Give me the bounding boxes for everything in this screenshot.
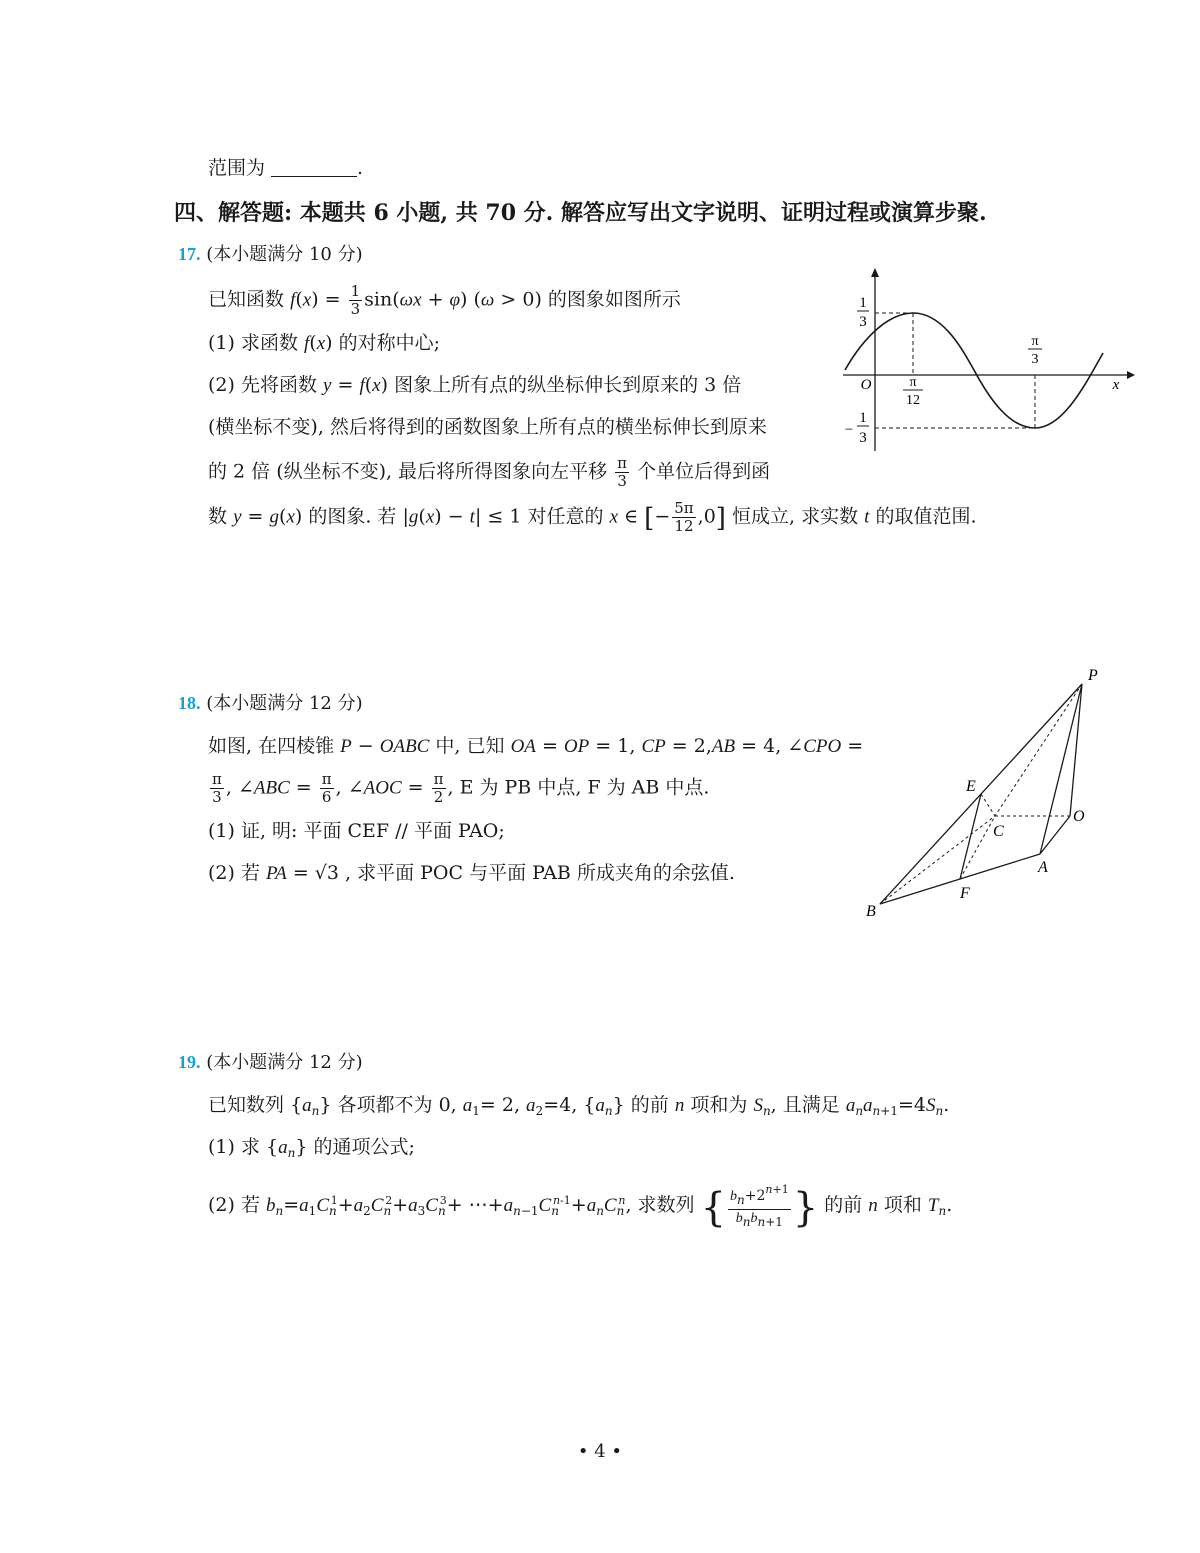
- q18-header: [178, 690, 363, 717]
- q18-number: 18.: [178, 693, 201, 713]
- q18-line1: 如图, 在四棱锥 P − OABC 中, 已知 OA = OP = 1, CP = 2,AB = 4, ∠CPO =: [208, 735, 864, 757]
- segment-EF: [960, 794, 981, 879]
- origin-label: O: [860, 377, 872, 393]
- q19-line1: 已知数列 $\{a_n\}$ 各项都不为 0, $a_1= 2$, $a_2=4$, $\{a_n\}$ 的前 n 项和为 $S_n$, 且满足 $a_na_{n+1}=4S_n$.: [208, 1094, 950, 1118]
- prev-question-tail: 范围为 .: [208, 157, 364, 179]
- x-peak-label-num: π: [909, 375, 917, 390]
- q17-header: [178, 241, 363, 268]
- q17-number: 17.: [178, 244, 201, 264]
- q19-part2: (2) 若 $b_n=a_1C_n^1+a_2C_n^2+a_3C_n^3+$ $\cdots+a_{n-1}C_n^{n-1}+a_nC_n^n$, 求数列 { $\frac{bn+2^{n+1}}{\text{bnbn+1}}$ } 的前 n 项和 $T_n$.: [208, 1183, 953, 1231]
- y-bottom-label-num: 1: [859, 410, 867, 426]
- q19-number: 19.: [178, 1052, 201, 1072]
- x-axis-label: x: [1112, 377, 1120, 393]
- q19-header: [178, 1049, 363, 1076]
- page-number: • 4 •: [577, 1441, 623, 1462]
- y-axis-arrow: [871, 268, 879, 277]
- q18-pyramid-figure: [860, 664, 1110, 924]
- segment-EC: [981, 794, 995, 816]
- q17-sine-graph: [835, 265, 1135, 455]
- label-A: A: [1038, 859, 1048, 876]
- label-B: B: [866, 903, 876, 920]
- label-P: P: [1088, 667, 1098, 684]
- q17-part2-line2: (横坐标不变), 然后将得到的函数图象上所有点的横坐标伸长到原来: [208, 416, 767, 438]
- fraction: $\frac{5\pi}{12}$: [674, 499, 694, 535]
- fraction: $\frac{1}{3}$: [350, 282, 361, 318]
- x-trough-label-den: 3: [1031, 352, 1039, 367]
- q17-part2-line4: 数 y = g(x) 的图象. 若 |g(x) − t| ≤ 1 对任意的 x ∈ [− $\frac{5\pi}{12}$ ,0] 恒成立, 求实数 t 的取值范围.: [208, 499, 977, 535]
- q18-line2: $\frac{\pi}{3}$ , ∠ABC = $\frac{\pi}{6}$ , ∠AOC = $\frac{\pi}{2}$ , E 为 PB 中点, F 为 AB 中点.: [212, 770, 710, 806]
- y-bottom-label-den: 3: [859, 430, 867, 446]
- answer-blank: [271, 158, 357, 177]
- q18-points: (本小题满分 12 分): [206, 693, 363, 714]
- q17-part2-line3: 的 2 倍 (纵坐标不变), 最后将所得图象向左平移 $\frac{\pi}{3}$ 个单位后得到函: [208, 454, 771, 490]
- fraction: $\frac{\pi}{6}$: [321, 770, 332, 806]
- q18-part2: (2) 若 PA = √3 , 求平面 POC 与平面 PAB 所成夹角的余弦值.: [208, 862, 735, 884]
- x-peak-label-den: 12: [906, 393, 920, 408]
- edge-PC: [995, 684, 1082, 816]
- q19-part1: (1) 求 $\{a_n\}$ 的通项公式;: [208, 1136, 415, 1160]
- q17-part2-line1: (2) 先将函数 y = f(x) 图象上所有点的纵坐标伸长到原来的 3 倍: [208, 374, 742, 396]
- section-title: 四、解答题: 本题共 6 小题, 共 70 分. 解答应写出文字说明、证明过程或演算步聚.: [174, 200, 987, 226]
- q17-function-def: f: [290, 289, 296, 311]
- fraction: $\frac{\pi}{3}$: [617, 454, 628, 490]
- label-O: O: [1073, 808, 1085, 825]
- x-trough-label-num: π: [1031, 334, 1039, 349]
- label-F: F: [960, 885, 970, 902]
- edge-PA: [1040, 684, 1082, 854]
- y-top-label-den: 3: [859, 314, 867, 330]
- edge-PO: [1070, 684, 1082, 816]
- x-axis-arrow: [1127, 371, 1135, 379]
- y-bottom-sign: −: [844, 422, 854, 438]
- fraction: $\frac{\pi}{2}$: [433, 770, 444, 806]
- q19-points: (本小题满分 12 分): [206, 1052, 363, 1073]
- label-C: C: [993, 823, 1004, 840]
- q17-intro: 已知函数 f(x) = $\frac{1}{3}$ sin(ωx + φ) (ω > 0) 的图象如图所示: [208, 282, 681, 318]
- q17-points: (本小题满分 10 分): [206, 244, 363, 265]
- fraction: $\frac{bn+2^{n+1}}{\text{bnbn+1}}$: [730, 1183, 789, 1229]
- edge-BC: [880, 816, 995, 904]
- fraction: $\frac{\pi}{3}$: [212, 770, 222, 806]
- q17-part1: (1) 求函数 f(x) 的对称中心;: [208, 332, 441, 354]
- sine-curve: [845, 313, 1103, 428]
- y-top-label-num: 1: [859, 295, 867, 311]
- label-E: E: [966, 778, 976, 795]
- q18-part1: (1) 证, 明: 平面 CEF // 平面 PAO;: [208, 820, 505, 842]
